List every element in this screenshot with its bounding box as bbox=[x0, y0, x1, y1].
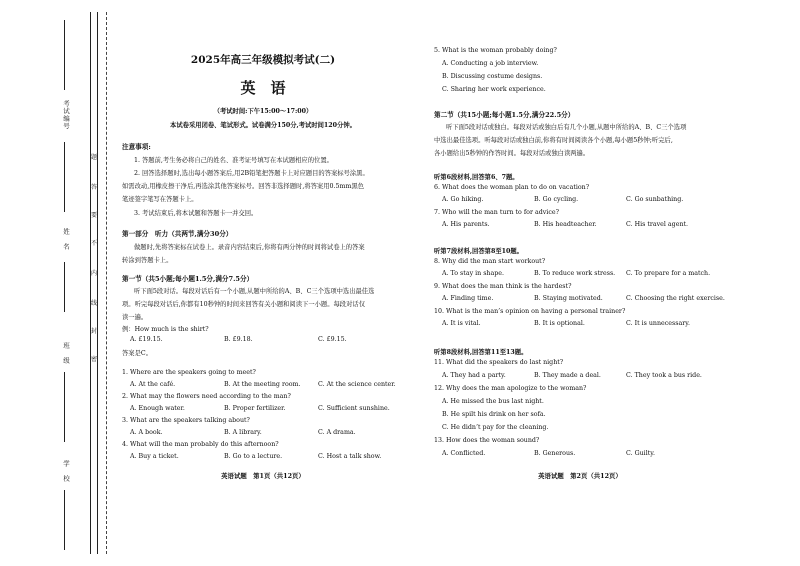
option-c[interactable]: C. To prepare for a match. bbox=[626, 270, 711, 277]
page-footer: 英语试题 第2页（共12页） bbox=[538, 472, 622, 480]
option-b[interactable]: B. To reduce work stress. bbox=[534, 270, 616, 277]
binding-strip bbox=[0, 0, 110, 566]
option-a[interactable]: A. He missed the bus last night. bbox=[442, 398, 544, 405]
option-a[interactable]: A. Conflicted. bbox=[442, 450, 486, 457]
question-8: 8. Why did the man start workout? bbox=[434, 258, 546, 265]
option-a[interactable]: A. Buy a ticket. bbox=[130, 453, 179, 460]
example-question: 例：How much is the shirt? bbox=[122, 326, 209, 333]
exam-title: 2025年高三年级模拟考试(二) bbox=[190, 54, 336, 66]
question-2: 2. What may the flowers need according to the man? bbox=[122, 393, 291, 400]
option-c[interactable]: C. A drama. bbox=[318, 429, 356, 436]
school-label: 学 校 bbox=[62, 460, 70, 483]
part1-desc: 做题时,先将答案标在试卷上。录音内容结束后,你将有两分钟的时间将试卷上的答案 bbox=[134, 244, 365, 251]
note-line: 如需改动,用橡皮擦干净后,再选涂其他答案标号。回答非选择题时,将答案用0.5mm黑色 bbox=[122, 183, 365, 190]
option-a[interactable]: A. To stay in shape. bbox=[442, 270, 505, 277]
question-3: 3. What are the speakers talking about? bbox=[122, 417, 250, 424]
example-option-c: C. £9.15. bbox=[318, 336, 347, 343]
question-4: 4. What will the man probably do this afternoon? bbox=[122, 441, 279, 448]
option-a[interactable]: A. Enough water. bbox=[130, 405, 185, 412]
section2-desc: 各小题给出5秒钟的作答时间。每段对话或独白读两遍。 bbox=[434, 150, 590, 157]
question-9: 9. What does the man think is the hardest? bbox=[434, 283, 572, 290]
seal-char: 封 bbox=[90, 328, 97, 335]
note-line: 笔迹签字笔写在答题卡上。 bbox=[122, 196, 198, 203]
option-c[interactable]: C. Sufficient sunshine. bbox=[318, 405, 390, 412]
question-11: 11. What did the speakers do last night? bbox=[434, 359, 564, 366]
question-6: 6. What does the woman plan to do on vacation? bbox=[434, 184, 590, 191]
option-b[interactable]: B. Discussing costume designs. bbox=[442, 73, 543, 80]
school-field[interactable] bbox=[64, 490, 66, 550]
option-a[interactable]: A. Conducting a job interview. bbox=[442, 60, 539, 67]
option-c[interactable]: C. His travel agent. bbox=[626, 221, 689, 228]
section2-desc: 中选出最佳选项。听每段对话或独白前,你将有时间阅读各个小题,每小题5秒钟;听完后, bbox=[434, 137, 673, 144]
option-a[interactable]: A. Go hiking. bbox=[442, 196, 484, 203]
binding-line-inner bbox=[97, 12, 98, 554]
note-line: 3. 考试结束后,将本试题和答题卡一并交回。 bbox=[134, 210, 258, 217]
page-footer: 英语试题 第1页（共12页） bbox=[221, 472, 305, 480]
option-b[interactable]: B. Staying motivated. bbox=[534, 295, 603, 302]
section1-desc: 读一遍。 bbox=[122, 314, 148, 321]
section2-desc: 听下面5段对话或独白。每段对话或独白后有几个小题,从题中所给的A、B、C三个选项 bbox=[446, 124, 687, 131]
note-line: 2. 回答选择题时,选出每小题答案后,用2B铅笔把答题卡上对应题目的答案标号涂黑。 bbox=[134, 170, 369, 177]
seal-char: 线 bbox=[90, 300, 97, 307]
option-b[interactable]: B. They made a deal. bbox=[534, 372, 601, 379]
option-a[interactable]: A. They had a party. bbox=[442, 372, 506, 379]
option-c[interactable]: C. They took a bus ride. bbox=[626, 372, 702, 379]
option-a[interactable]: A. At the café. bbox=[130, 381, 176, 388]
question-13: 13. How does the woman sound? bbox=[434, 437, 540, 444]
option-c[interactable]: C. He didn’t pay for the cleaning. bbox=[442, 424, 549, 431]
example-answer: 答案是C。 bbox=[122, 350, 153, 357]
subject-title: 英 语 bbox=[240, 79, 286, 97]
option-b[interactable]: B. At the meeting room. bbox=[224, 381, 301, 388]
option-b[interactable]: B. Go cycling. bbox=[534, 196, 579, 203]
binding-cut-line bbox=[106, 12, 107, 554]
part1-heading: 第一部分 听力（共两节,满分30分） bbox=[122, 230, 233, 238]
option-c[interactable]: C. It is unnecessary. bbox=[626, 320, 690, 327]
binding-line-outer bbox=[90, 12, 91, 554]
question-10: 10. What is the man’s opinion on having a personal trainer? bbox=[434, 308, 626, 315]
part1-desc: 转涂到答题卡上。 bbox=[122, 257, 173, 264]
section1-desc: 听下面5段对话。每段对话后有一个小题,从题中所给的A、B、C三个选项中选出最佳选 bbox=[134, 288, 375, 295]
option-a[interactable]: A. A book. bbox=[130, 429, 163, 436]
option-c[interactable]: C. Host a talk show. bbox=[318, 453, 382, 460]
section1-desc: 项。听完每段对话后,你都有10秒钟的时间来回答有关小题和阅读下一小题。每段对话仅 bbox=[122, 301, 365, 308]
exam-no-field[interactable] bbox=[64, 20, 66, 90]
material-7-heading: 听第7段材料,回答第8至10题。 bbox=[434, 248, 523, 255]
class-label: 班 级 bbox=[62, 342, 70, 365]
option-c[interactable]: C. Choosing the right exercise. bbox=[626, 295, 725, 302]
option-a[interactable]: A. It is vital. bbox=[442, 320, 481, 327]
seal-char: 不 bbox=[90, 240, 97, 247]
exam-no-label: 考试编号 bbox=[62, 100, 70, 130]
exam-no-field-lower[interactable] bbox=[64, 142, 66, 212]
example-option-b: B. £9.18. bbox=[224, 336, 253, 343]
name-label: 姓 名 bbox=[62, 228, 70, 251]
option-a[interactable]: A. Finding time. bbox=[442, 295, 494, 302]
option-b[interactable]: B. His headteacher. bbox=[534, 221, 597, 228]
option-b[interactable]: B. Proper fertilizer. bbox=[224, 405, 286, 412]
exam-time: （考试时间:下午15:00～17:00） bbox=[213, 108, 313, 115]
option-b[interactable]: B. It is optional. bbox=[534, 320, 585, 327]
option-c[interactable]: C. Go sunbathing. bbox=[626, 196, 684, 203]
seal-char: 答 bbox=[90, 184, 97, 191]
option-a[interactable]: A. His parents. bbox=[442, 221, 490, 228]
question-7: 7. Who will the man turn to for advice? bbox=[434, 209, 559, 216]
section2-heading: 第二节（共15小题;每小题1.5分,满分22.5分） bbox=[434, 111, 575, 119]
class-field[interactable] bbox=[64, 372, 66, 442]
question-5: 5. What is the woman probably doing? bbox=[434, 47, 557, 54]
note-line: 1. 答题前,考生务必将自己的姓名、准考证号填写在本试题相应的位置。 bbox=[134, 157, 333, 164]
exam-page-2 bbox=[430, 0, 730, 566]
option-c[interactable]: C. Sharing her work experience. bbox=[442, 86, 546, 93]
notes-title: 注意事项: bbox=[122, 143, 151, 151]
option-c[interactable]: C. Guilty. bbox=[626, 450, 655, 457]
section1-heading: 第一节（共5小题;每小题1.5分,满分7.5分） bbox=[122, 275, 254, 283]
option-c[interactable]: C. At the science center. bbox=[318, 381, 396, 388]
seal-char: 密 bbox=[90, 356, 97, 363]
option-b[interactable]: B. Generous. bbox=[534, 450, 576, 457]
name-field[interactable] bbox=[64, 262, 66, 312]
exam-intro: 本试卷采用闭卷、笔试形式。试卷满分150分,考试时间120分钟。 bbox=[170, 122, 356, 129]
question-1: 1. Where are the speakers going to meet? bbox=[122, 369, 256, 376]
material-6-heading: 听第6段材料,回答第6、7题。 bbox=[434, 174, 519, 181]
seal-char: 内 bbox=[90, 270, 97, 277]
option-b[interactable]: B. A library. bbox=[224, 429, 262, 436]
seal-char: 要 bbox=[90, 212, 97, 219]
option-b[interactable]: B. He spilt his drink on her sofa. bbox=[442, 411, 546, 418]
seal-char: 题 bbox=[90, 154, 97, 161]
exam-page-1 bbox=[118, 0, 408, 566]
question-12: 12. Why does the man apologize to the woman? bbox=[434, 385, 587, 392]
option-b[interactable]: B. Go to a lecture. bbox=[224, 453, 283, 460]
material-8-heading: 听第8段材料,回答第11至13题。 bbox=[434, 349, 528, 356]
example-option-a: A. £19.15. bbox=[130, 336, 163, 343]
